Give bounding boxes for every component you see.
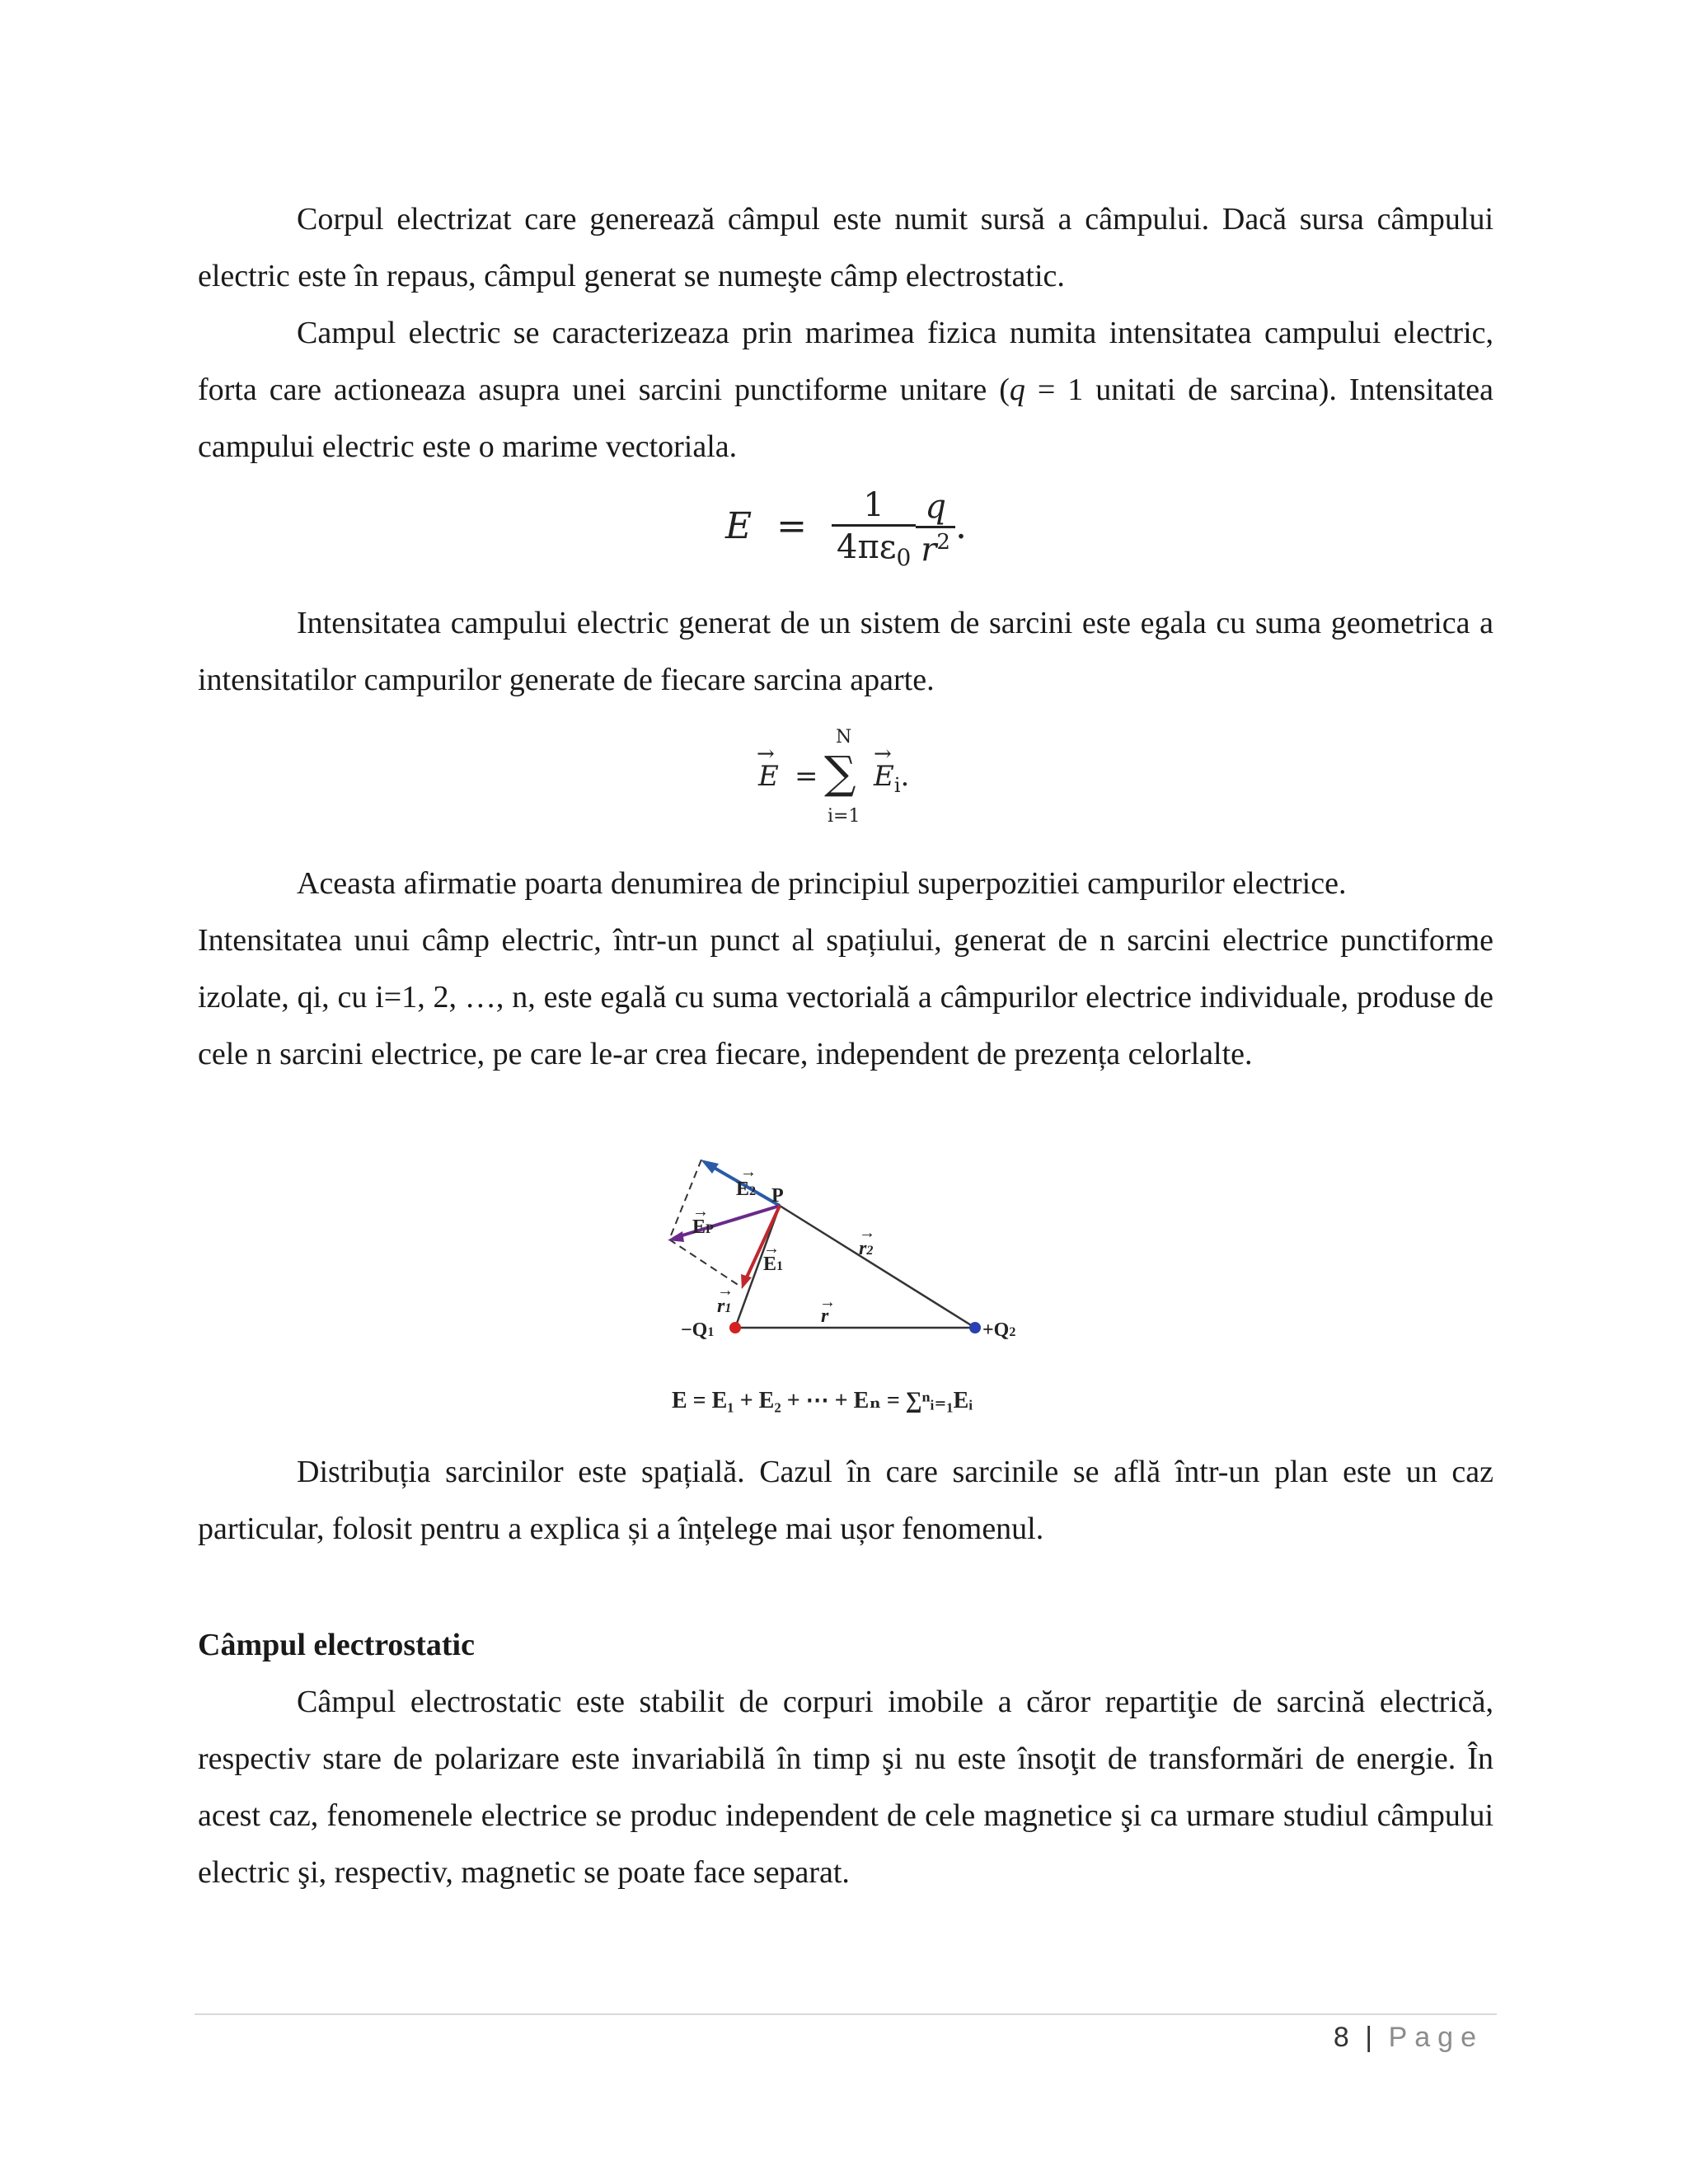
exponent: 2 <box>936 530 950 555</box>
paragraph-source-definition: Corpul electrizat care generează câmpul este numit sursă a câmpului. Dacă sursa câmpului electric este în repaus, câmpul generat se numeşte câmp electrostatic. <box>198 202 1493 293</box>
arrow-over-icon: → <box>763 1240 780 1258</box>
label-E2: E2 <box>736 1179 757 1200</box>
formula-equals: = <box>795 760 818 793</box>
charge-symbol: q <box>1009 373 1025 407</box>
arrow-over-icon: → <box>717 1282 734 1300</box>
formula-equals: = <box>776 505 807 547</box>
superposition-formula <box>758 729 923 827</box>
vector-arrow-icon: → <box>874 742 892 766</box>
superposition-diagram <box>643 1146 1055 1434</box>
vector-symbol: E <box>758 760 779 793</box>
coulomb-field-formula <box>725 486 967 571</box>
arrow-over-icon: → <box>692 1202 709 1221</box>
sum-upper-limit: N <box>836 727 852 748</box>
arrow-over-icon: → <box>740 1163 757 1181</box>
section-heading: Câmpul electrostatic <box>198 1628 475 1662</box>
paragraph-vector-sum: Intensitatea unui câmp electric, într-un punct al spațiului, generat de n sarcini electrice punctiforme izolate, qi, cu i=1, 2, …, n, este egală cu suma vectorială a câmpurilor electrice individuale, produse de cele n sarcini electrice, pe care le-ar crea fiecare, independent de prezența celorlalte. <box>198 923 1493 1071</box>
epsilon-subscript: 0 <box>896 544 912 571</box>
footer-divider <box>195 2013 1497 2015</box>
fraction-numerator: 1 <box>863 486 884 524</box>
paragraph-system-of-charges: Intensitatea campului electric generat de un sistem de sarcini este egala cu suma geometrica a intensitatilor campurilor generate de fiecare sarcina aparte. <box>198 606 1493 697</box>
index-subscript: i <box>893 773 901 797</box>
footer-separator: | <box>1365 2022 1375 2053</box>
paragraph-superposition-principle: Aceasta afirmatie poarta denumirea de principiul superpozitiei campurilor electrice. <box>297 866 1347 901</box>
vector-arrow-icon: → <box>757 742 775 766</box>
fraction-denominator <box>916 526 955 569</box>
charge-Q2-dot <box>969 1322 981 1333</box>
formula-period: . <box>900 760 910 793</box>
sum-lower-limit: i=1 <box>828 806 860 827</box>
fraction-charge-distance <box>916 488 955 569</box>
r2-segment <box>780 1206 975 1328</box>
label-P: P <box>771 1185 784 1207</box>
paragraph-text: Campul electric se caracterizeaza prin marimea fizica numita intensitatea campului electric, forta care actioneaza asupra unei sarcini punctiforme unitare ( <box>198 316 1493 407</box>
label-Q2: +Q2 <box>982 1319 1016 1341</box>
label-Q1: −Q1 <box>681 1319 715 1341</box>
page-number: 8 <box>1333 2022 1351 2053</box>
label-EP: EP <box>692 1216 714 1238</box>
arrow-over-icon: → <box>859 1224 875 1242</box>
label-E1: E1 <box>763 1254 784 1275</box>
fraction-denominator <box>832 524 916 571</box>
EP-vector <box>674 1206 780 1238</box>
page-word: Page <box>1388 2022 1484 2053</box>
fraction-numerator: q <box>925 488 946 527</box>
page-footer <box>1334 2022 1484 2054</box>
denominator-text: 4πε <box>837 528 897 566</box>
paragraph-field-intensity <box>198 305 1493 476</box>
distance-symbol: r <box>921 531 937 569</box>
formula-period: . <box>954 505 967 547</box>
E2-arrowhead-icon <box>701 1160 719 1174</box>
paragraph-spatial-distribution: Distribuția sarcinilor este spațială. Cazul în care sarcinile se află într-un plan este un caz particular, folosit pentru a explica și a înțelege mai ușor fenomenul. <box>198 1455 1493 1546</box>
dashed-construction-line <box>669 1240 742 1287</box>
charge-Q1-dot <box>729 1322 741 1333</box>
paragraph-text: = 1 unitati de sarcina). Intensitatea campului electric este o marime vectoriala. <box>198 373 1493 464</box>
formula-lhs: E <box>725 505 753 547</box>
sum-symbol: ∑ <box>824 747 856 799</box>
label-r: r <box>821 1305 829 1327</box>
label-r1: r1 <box>717 1296 732 1317</box>
vector-Ei <box>874 742 910 797</box>
fraction-constant <box>832 486 916 571</box>
vector-E-lhs <box>757 742 779 793</box>
paragraph-electrostatic-field: Câmpul electrostatic este stabilit de corpuri imobile a căror repartiţie de sarcină electrică, respectiv stare de polarizare este invariabilă în timp şi nu este însoţit de transformări de energie. În acest caz, fenomenele electrice se produc independent de cele magnetice şi ca urmare studiul câmpului electric şi, respectiv, magnetic se poate face separat. <box>198 1685 1493 1890</box>
diagram-caption-formula: E = E₁ + E₂ + ⋯ + Eₙ = ∑ⁿᵢ₌₁Eᵢ <box>672 1388 973 1413</box>
arrow-over-icon: → <box>819 1293 836 1311</box>
label-r2: r2 <box>859 1238 874 1259</box>
vector-symbol: E <box>874 760 894 793</box>
EP-arrowhead-icon <box>668 1231 684 1242</box>
